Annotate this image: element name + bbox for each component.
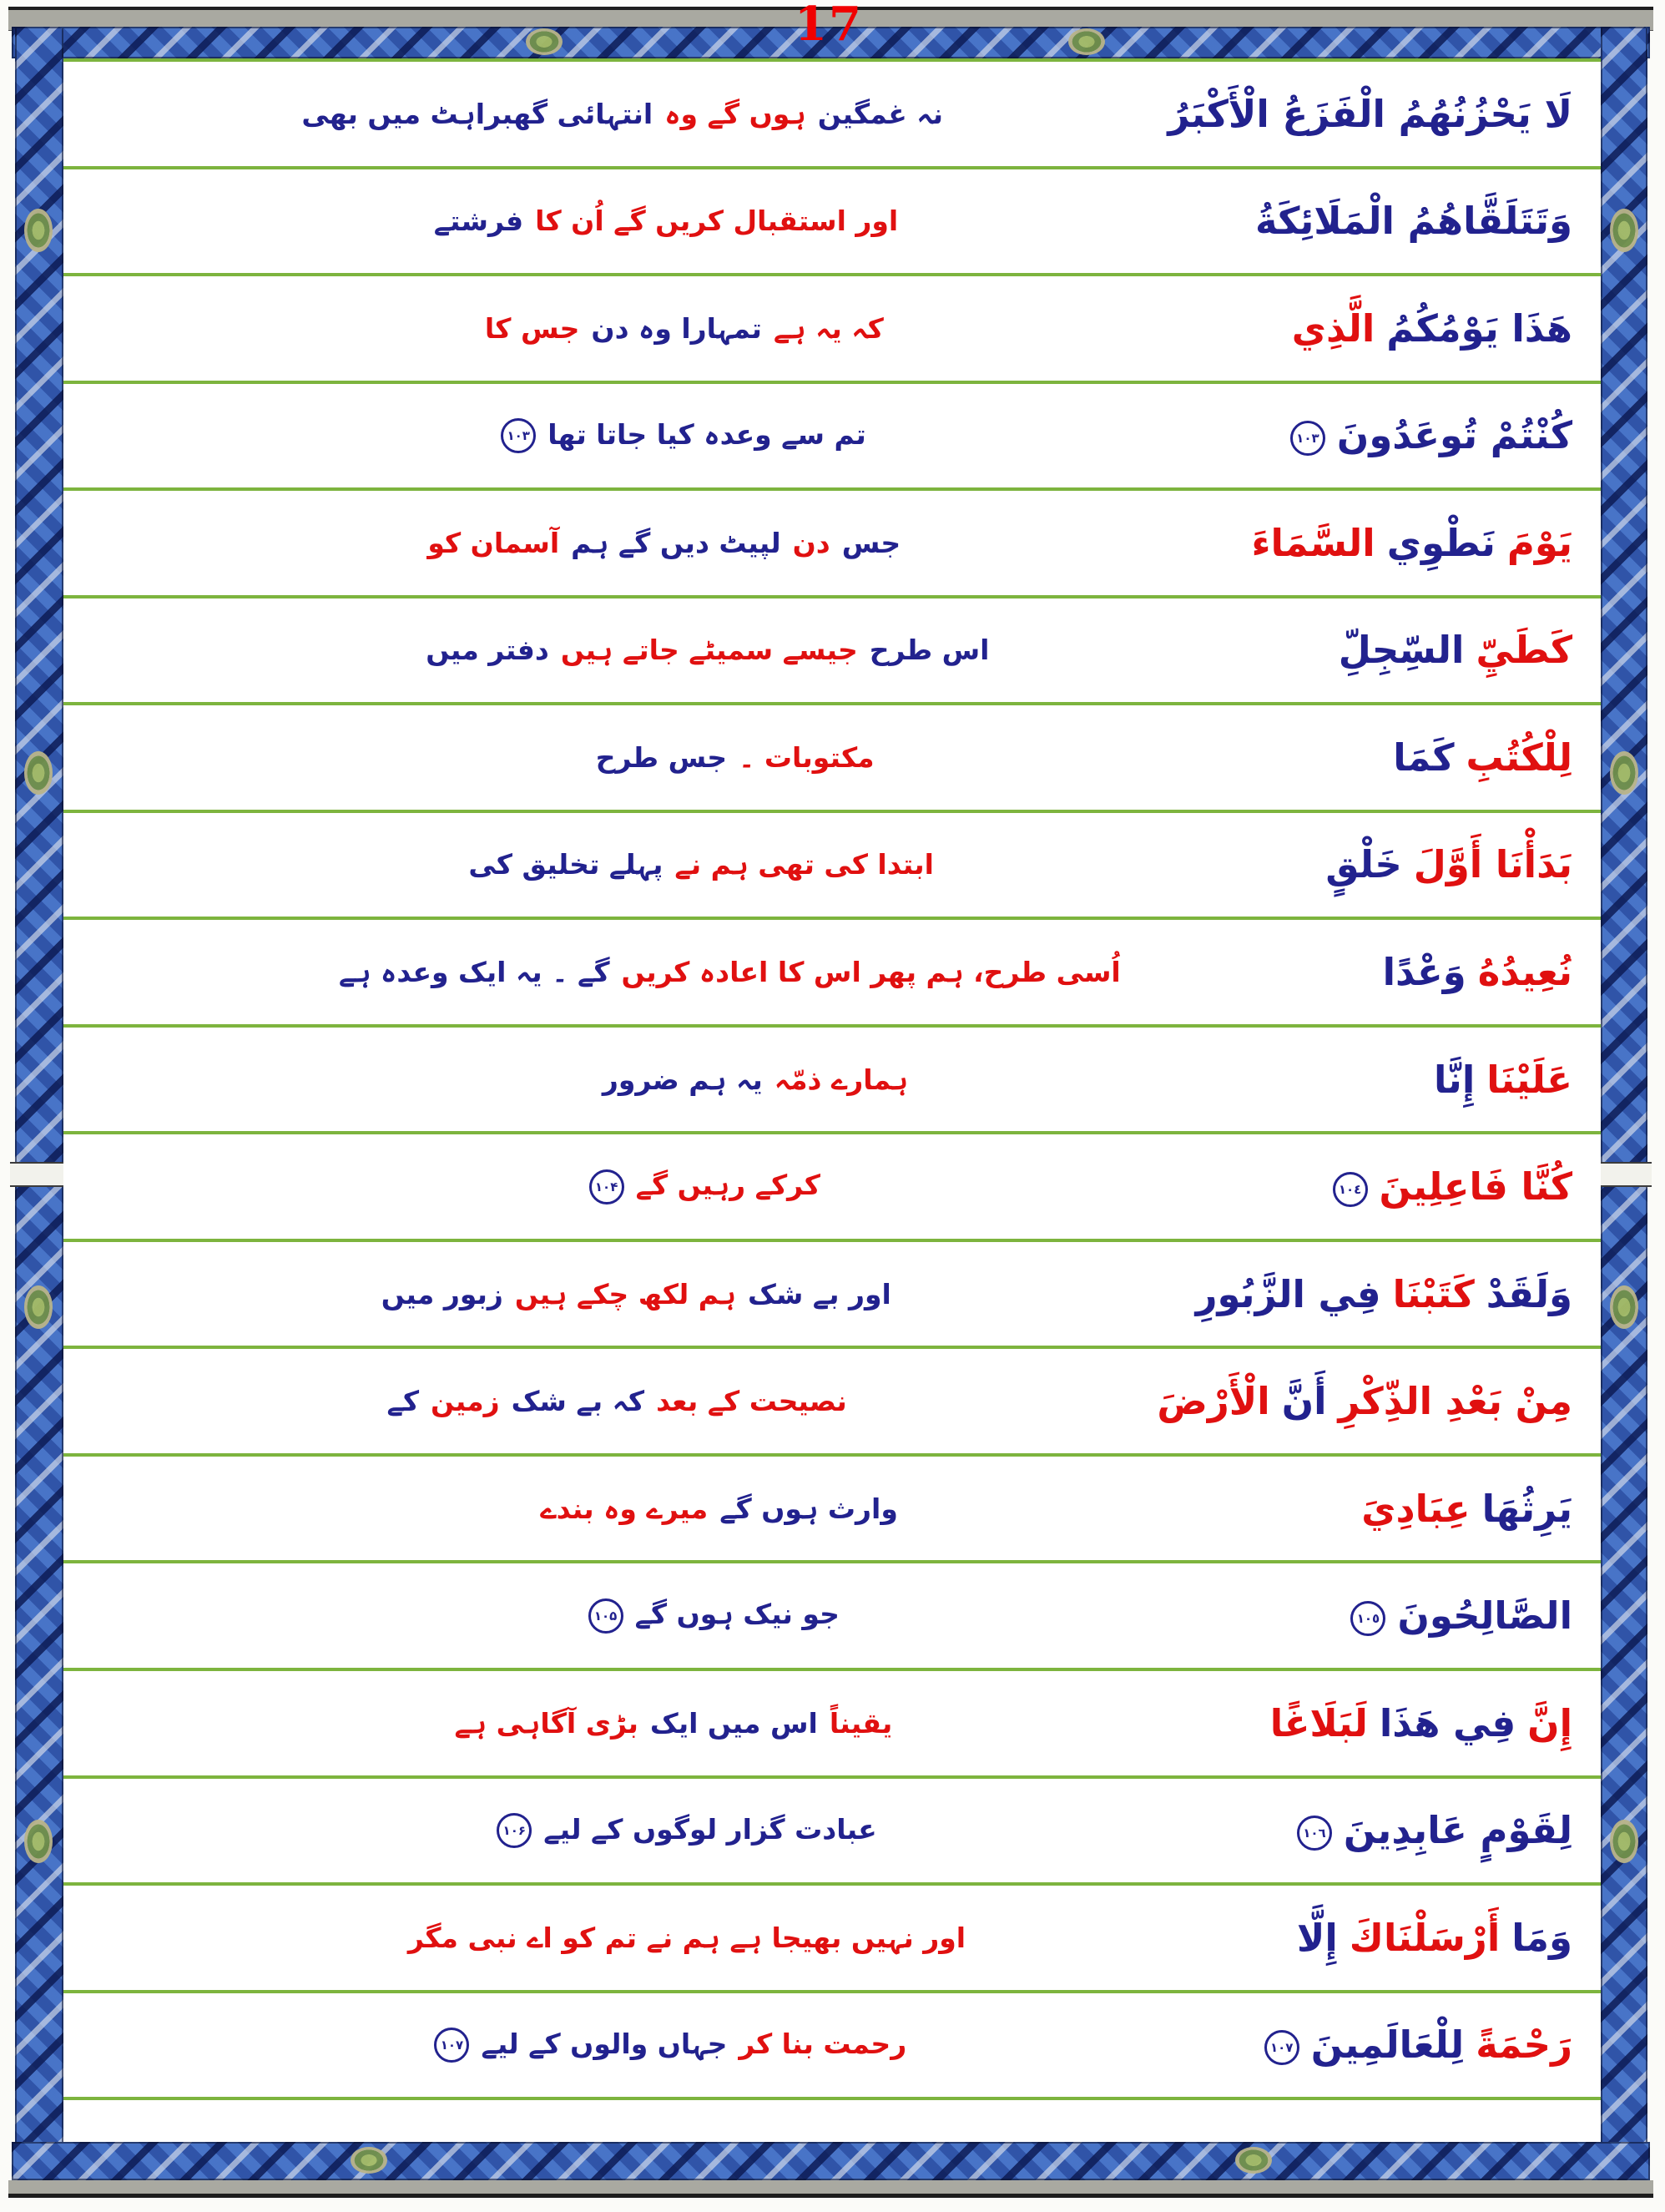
text-segment: كَتَبْنَا xyxy=(1392,1271,1475,1316)
text-segment: ہم لکھ چکے ہیں xyxy=(514,1277,737,1311)
verse-number-marker: ۱۰۵ xyxy=(588,1598,623,1634)
text-segment: الْأَرْضَ xyxy=(1157,1379,1270,1424)
text-segment: إِنَّ xyxy=(1527,1700,1572,1745)
verse-row xyxy=(63,62,1601,169)
verse-row xyxy=(63,1779,1601,1886)
urdu-translation-text xyxy=(63,527,1244,559)
text-segment: یقیناً xyxy=(829,1706,893,1740)
text-segment: کہ بے شک xyxy=(511,1385,645,1418)
text-segment: كَطَيِّ xyxy=(1476,628,1572,673)
text-segment: جہاں والوں کے لیے xyxy=(481,2027,728,2060)
text-segment: جیسے سمیٹے جاتے ہیں xyxy=(560,634,858,667)
arabic-verse-text xyxy=(1188,1272,1601,1316)
text-segment: اُسی طرح، ہم پھر اس کا اعادہ کریں xyxy=(621,956,1121,989)
arabic-verse-text xyxy=(1289,1916,1601,1960)
text-segment: كَمَا xyxy=(1393,735,1455,780)
arabic-verse-text xyxy=(1385,735,1601,780)
verse-row xyxy=(63,1886,1601,1993)
verse-number-marker: ۱۰۳ xyxy=(501,418,536,453)
urdu-translation-text xyxy=(63,205,1247,237)
verse-row xyxy=(63,1242,1601,1350)
verse-row xyxy=(63,1349,1601,1457)
arabic-verse-text xyxy=(1324,1164,1601,1209)
scan-seam-right xyxy=(1600,1162,1652,1187)
arabic-verse-text xyxy=(1244,521,1601,565)
text-segment: اس میں ایک xyxy=(649,1706,818,1740)
text-segment: رَحْمَةً xyxy=(1476,2023,1572,2068)
text-segment: أَنَّ xyxy=(1281,1379,1327,1424)
urdu-translation-text xyxy=(63,2028,1256,2063)
text-segment: مکتوبات ۔ xyxy=(739,740,875,774)
arabic-verse-text xyxy=(1317,842,1601,886)
text-segment: كُنَّا فَاعِلِينَ xyxy=(1379,1164,1572,1210)
text-segment: عَلَيْنَا xyxy=(1486,1057,1572,1102)
arabic-verse-text xyxy=(1289,1808,1601,1852)
text-segment: انتہائی گھبراہٹ میں بھی xyxy=(301,97,653,130)
text-segment: ابتدا کی تھی ہم نے xyxy=(674,848,934,881)
arabic-verse-text xyxy=(1330,628,1601,672)
text-segment: يَرِثُهَا xyxy=(1481,1486,1572,1531)
border-crest-motif xyxy=(24,209,53,252)
urdu-translation-text xyxy=(63,848,1317,881)
text-segment: پہلے تخلیق کی xyxy=(468,848,663,881)
border-crest-motif xyxy=(24,1285,53,1329)
verse-row xyxy=(63,169,1601,277)
page-number: 17 xyxy=(795,0,863,52)
urdu-translation-text xyxy=(63,1385,1148,1417)
decorative-border-bottom xyxy=(12,2142,1650,2180)
text-segment: لِلْكُتُبِ xyxy=(1466,735,1572,780)
verse-row xyxy=(63,1563,1601,1671)
text-segment: لپیٹ دیں گے ہم xyxy=(571,526,781,559)
text-segment: جس کا xyxy=(484,311,580,345)
border-leaf-motif xyxy=(351,2147,387,2174)
verse-number-marker: ۱۰۷ xyxy=(434,2028,469,2063)
text-segment: إِنَّا xyxy=(1434,1057,1476,1102)
verse-row xyxy=(63,1457,1601,1564)
urdu-translation-text xyxy=(63,1169,1324,1204)
verse-number-marker: ١٠٧ xyxy=(1264,2030,1299,2065)
text-segment: کے xyxy=(386,1385,420,1418)
verse-row xyxy=(63,1993,1601,2101)
verse-number-marker: ١٠٤ xyxy=(1333,1172,1368,1207)
border-crest-motif xyxy=(1610,209,1638,252)
bottom-white-gap xyxy=(63,2100,1601,2142)
verse-number-marker: ۱۰۶ xyxy=(497,1813,532,1848)
text-segment: جس طرح xyxy=(595,740,728,774)
text-segment: خَلْقٍ xyxy=(1325,842,1402,887)
text-segment: یہ ہم ضرور xyxy=(602,1063,763,1096)
arabic-verse-text xyxy=(1353,1487,1601,1531)
text-segment: اور بے شک xyxy=(748,1277,891,1311)
verse-number-marker: ١٠٥ xyxy=(1350,1601,1385,1636)
urdu-translation-text xyxy=(63,1707,1262,1740)
verse-row xyxy=(63,384,1601,492)
verse-row xyxy=(63,1028,1601,1135)
arabic-verse-text xyxy=(1256,2023,1601,2067)
urdu-translation-text xyxy=(63,956,1375,988)
text-segment: وارث ہوں گے xyxy=(719,1492,898,1525)
urdu-translation-text xyxy=(63,1492,1353,1525)
urdu-translation-text xyxy=(63,418,1282,454)
border-leaf-motif xyxy=(526,28,563,55)
text-segment: لَا يَحْزُنُهُمُ الْفَزَعُ الْأَكْبَرُ xyxy=(1168,91,1572,136)
text-segment: دن xyxy=(792,526,830,559)
arabic-verse-text xyxy=(1159,92,1601,136)
arabic-verse-text xyxy=(1342,1593,1601,1638)
arabic-verse-text xyxy=(1425,1058,1601,1102)
arabic-verse-text xyxy=(1282,413,1601,457)
text-segment: نُعِيدُهُ xyxy=(1477,950,1572,995)
urdu-translation-text xyxy=(63,312,1284,345)
verse-row xyxy=(63,705,1601,813)
verse-number-marker: ١٠٣ xyxy=(1290,421,1325,456)
text-segment: آسمان کو xyxy=(427,526,560,559)
urdu-translation-text xyxy=(63,741,1385,774)
text-segment: اور نہیں بھیجا ہے ہم نے تم کو اے نبی مگر xyxy=(407,1921,966,1954)
text-segment: اس طرح xyxy=(869,634,990,667)
verse-number-marker: ۱۰۴ xyxy=(589,1169,624,1204)
text-segment: کرکے رہیں گے xyxy=(635,1169,820,1202)
border-leaf-motif xyxy=(1235,2147,1272,2174)
text-segment: جو نیک ہوں گے xyxy=(634,1598,840,1631)
text-segment: اور استقبال کریں گے اُن کا xyxy=(535,205,899,238)
border-crest-motif xyxy=(1610,1285,1638,1329)
text-segment: فِي هَذَا xyxy=(1379,1700,1516,1745)
text-segment: أَرْسَلْنَاكَ xyxy=(1349,1915,1501,1960)
verse-row xyxy=(63,276,1601,384)
verse-row xyxy=(63,1134,1601,1242)
verse-row xyxy=(63,1671,1601,1779)
text-segment: يَوْمَ xyxy=(1506,520,1572,565)
text-segment: السِّجِلِّ xyxy=(1338,628,1465,673)
text-segment: ہوں گے وہ xyxy=(664,97,806,130)
arabic-verse-text xyxy=(1284,306,1601,351)
text-segment: وَمَا xyxy=(1511,1915,1572,1960)
text-segment: إِلَّا xyxy=(1296,1915,1338,1960)
text-segment: بَدَأْنَا أَوَّلَ xyxy=(1413,842,1572,887)
text-segment: لَبَلَاغًا xyxy=(1269,1700,1368,1745)
text-segment: الَّذِي xyxy=(1291,306,1375,351)
urdu-translation-text xyxy=(63,1813,1289,1849)
verse-number-marker: ١٠٦ xyxy=(1297,1816,1332,1851)
verse-row xyxy=(63,920,1601,1028)
verse-row xyxy=(63,813,1601,921)
scan-seam-left xyxy=(10,1162,65,1187)
text-segment: السَّمَاءَ xyxy=(1251,520,1375,565)
border-crest-motif xyxy=(1610,751,1638,795)
verse-row xyxy=(63,491,1601,598)
text-segment: زمین xyxy=(431,1385,500,1418)
border-crest-motif xyxy=(24,1820,53,1863)
text-segment: فِي الزَّبُورِ xyxy=(1195,1271,1381,1316)
text-segment: رحمت بنا کر xyxy=(739,2027,907,2060)
text-segment: وَتَتَلَقَّاهُمُ الْمَلَائِكَةُ xyxy=(1254,199,1572,244)
urdu-translation-text xyxy=(63,1063,1425,1096)
text-segment: نصیحت کے بعد xyxy=(656,1385,847,1418)
text-segment: عبادت گزار لوگوں کے لیے xyxy=(543,1812,877,1846)
urdu-translation-text xyxy=(63,634,1330,666)
urdu-translation-text xyxy=(63,98,1159,130)
urdu-translation-text xyxy=(63,1922,1289,1954)
text-segment: مِنْ بَعْدِ الذِّكْرِ xyxy=(1338,1379,1572,1424)
text-segment: وَلَقَدْ xyxy=(1486,1271,1572,1316)
text-segment: عِبَادِيَ xyxy=(1361,1486,1471,1531)
text-segment: لِقَوْمٍ عَابِدِينَ xyxy=(1343,1808,1572,1853)
text-segment: زبور میں xyxy=(381,1277,503,1311)
border-crest-motif xyxy=(1610,1820,1638,1863)
text-segment: کہ یہ ہے xyxy=(773,311,884,345)
border-crest-motif xyxy=(24,751,53,795)
verse-rows-container xyxy=(63,58,1601,2100)
text-segment: فرشتے xyxy=(433,205,524,238)
urdu-translation-text xyxy=(63,1598,1342,1634)
text-segment: تمہارا وہ دن xyxy=(591,311,762,345)
verse-row xyxy=(63,598,1601,706)
text-segment: نَطْوِي xyxy=(1386,520,1496,565)
text-segment: هَذَا يَوْمُكُمُ xyxy=(1386,306,1572,351)
arabic-verse-text xyxy=(1247,199,1601,243)
frame-bottom-grey-strip xyxy=(8,2180,1653,2198)
border-leaf-motif xyxy=(1068,28,1105,55)
text-segment: الصَّالِحُونَ xyxy=(1397,1593,1572,1639)
text-segment: كُنْتُمْ تُوعَدُونَ xyxy=(1336,413,1572,458)
text-segment: بڑی آگاہی ہے xyxy=(454,1706,638,1740)
text-segment: دفتر میں xyxy=(426,634,549,667)
arabic-verse-text xyxy=(1262,1701,1601,1745)
urdu-translation-text xyxy=(63,1278,1188,1311)
text-segment: جس xyxy=(841,526,901,559)
text-segment: تم سے وعدہ کیا جاتا تھا xyxy=(547,417,866,451)
text-segment: نہ غمگین xyxy=(817,97,944,130)
text-segment: گے ۔ یہ ایک وعدہ ہے xyxy=(338,956,610,989)
text-segment: ہمارے ذمّہ xyxy=(774,1063,909,1096)
text-segment: وَعْدًا xyxy=(1382,950,1466,995)
text-segment: میرے وہ بندے xyxy=(540,1492,709,1525)
arabic-verse-text xyxy=(1148,1379,1601,1423)
arabic-verse-text xyxy=(1375,950,1601,994)
text-segment: لِلْعَالَمِينَ xyxy=(1310,2023,1465,2068)
